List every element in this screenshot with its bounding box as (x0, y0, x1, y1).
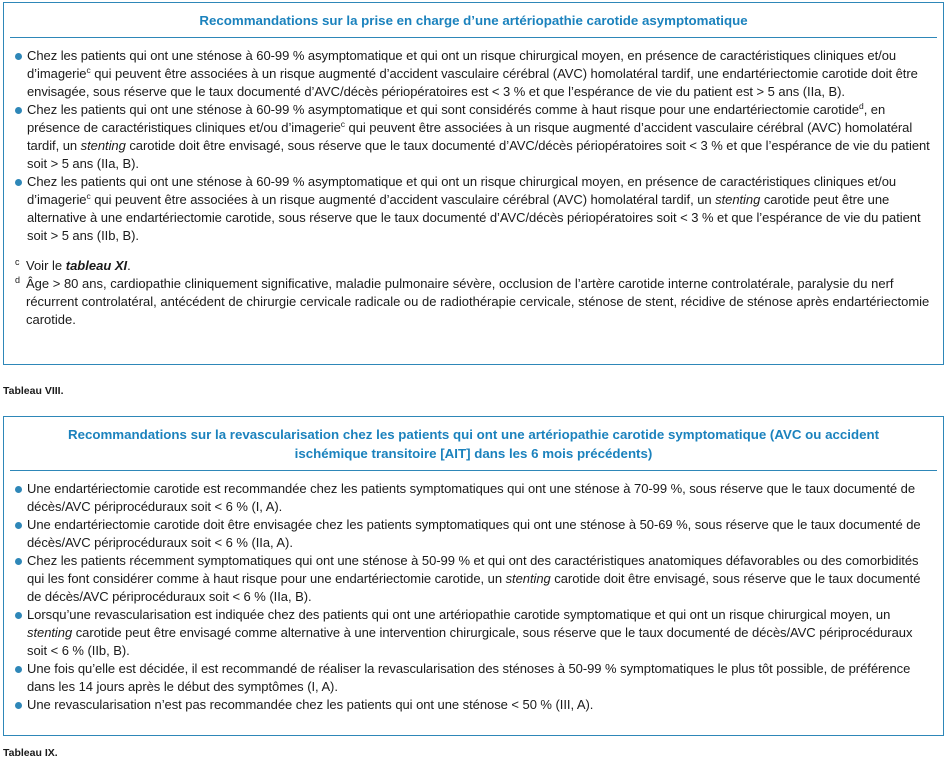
footnote-d (15, 275, 933, 329)
bullet-icon (15, 612, 22, 619)
footnotes (4, 245, 943, 329)
bullet-icon (15, 486, 22, 493)
footnote-table-ref: tableau XI (65, 258, 128, 273)
item-emphasis: stenting (505, 571, 551, 586)
footnote-ref: d (859, 101, 864, 111)
footnote-text: . (127, 258, 131, 273)
table-caption: Tableau VIII. (3, 385, 64, 397)
item-text: Lorsqu’une revascularisation est indiquée chez des patients qui ont une artériopathie carotide symptomatique et qui ont un risque chirurgical moyen, un (27, 607, 891, 622)
recommendation-list (4, 38, 943, 245)
footnote-ref: c (86, 191, 91, 201)
bullet-icon (15, 522, 22, 529)
item-text: Chez les patients qui ont une sténose à 60-99 % asymptomatique et qui sont considérés comme à haut risque pour une endartériectomie carotide (27, 102, 859, 117)
recommendation-item (15, 480, 933, 516)
item-emphasis: stenting (715, 192, 761, 207)
footnote-mark: c (15, 257, 20, 267)
box-title: Recommandations sur la prise en charge d’une artériopathie carotide asymptomatique (199, 13, 748, 28)
recommendation-item (15, 516, 933, 552)
bullet-icon (15, 558, 22, 565)
item-text: Chez les patients récemment symptomatiques qui ont une sténose à 50-99 % et qui ont des caractéristiques anatomiques défavorables ou des comorbidités qui les font considérer comme à haut risque pour une endartériectomie carotide, un (27, 553, 919, 586)
footnote-ref: c (86, 65, 91, 75)
item-text: qui peuvent être associées à un risque augmenté d’accident vasculaire cérébral (AVC) homolatéral tardif, un (90, 192, 716, 207)
item-text: Une endartériectomie carotide doit être envisagée chez les patients symptomatiques qui ont une sténose à 50-69 %, sous réserve que le taux documenté de décès/AVC périprocéduraux soit < 6 % (IIa, A). (27, 517, 921, 550)
recommendation-item (15, 173, 933, 245)
item-text: Chez les patients qui ont une sténose à 60-99 % asymptomatique et qui ont un risque chirurgical moyen, en présence de caractéristiques cliniques et/ou d’imagerie (27, 48, 897, 81)
bullet-icon (15, 666, 22, 673)
item-text: carotide peut être envisagé comme alternative à une intervention chirurgicale, sous réserve que le taux documenté de décès/AVC périprocéduraux soit < 6 % (IIb, B). (27, 625, 913, 658)
footnote-text: Âge > 80 ans, cardiopathie cliniquement significative, maladie pulmonaire sévère, occlusion de l’artère carotide interne controlatérale, paralysie du nerf récurrent controlatéral, antécédent de chirurgie cervicale radicale ou de radiothérapie cervicale, sténose de stent, récidive de sténose après endartériectomie carotide. (26, 276, 930, 327)
item-text: Une fois qu’elle est décidée, il est recommandé de réaliser la revascularisation des sténoses à 50-99 % symptomatiques le plus tôt possible, de préférence dans les 14 jours après le début des symptômes (I, A). (27, 661, 911, 694)
item-text: Une endartériectomie carotide est recommandée chez les patients symptomatiques qui ont une sténose à 70-99 %, sous réserve que le taux documenté de décès/AVC périprocéduraux soit < 6 % (I, A). (27, 481, 915, 514)
bullet-icon (15, 179, 22, 186)
footnote-c (15, 257, 933, 275)
recommendation-item (15, 660, 933, 696)
item-emphasis: stenting (27, 625, 73, 640)
box-title (4, 417, 943, 463)
item-text: , en présence de caractéristiques cliniques et/ou d’imagerie (27, 102, 886, 135)
recommendation-item (15, 696, 933, 714)
item-text: carotide doit être envisagé, sous réserve que le taux documenté de décès/AVC périprocéduraux soit < 6 % (IIa, B). (27, 571, 921, 604)
item-text: carotide peut être une alternative à une endartériectomie carotide, sous réserve que le taux documenté d’AVC/décès périopératoires soit < 3 % et que l’espérance de vie du patient soit > 5 ans (IIb, B). (27, 192, 921, 243)
recommendation-item (15, 552, 933, 606)
item-text: qui peuvent être associées à un risque augmenté d’accident vasculaire cérébral (AVC) homolatéral tardif, un (27, 120, 913, 153)
footnote-mark: d (15, 275, 21, 285)
item-text: Une revascularisation n’est pas recommandée chez les patients qui ont une sténose < 50 % (III, A). (27, 697, 594, 712)
recommendation-box-asymptomatic (3, 2, 944, 365)
footnote-text: Voir le (26, 258, 66, 273)
bullet-icon (15, 53, 22, 60)
recommendation-list (4, 471, 943, 714)
recommendation-item (15, 606, 933, 660)
box-title-line: Recommandations sur la revascularisation chez les patients qui ont une artériopathie carotide symptomatique (AVC ou accident (67, 427, 880, 442)
item-text: carotide doit être envisagé, sous réserve que le taux documenté d’AVC/décès périopératoires soit < 3 % et que l’espérance de vie du patient soit > 5 ans (IIa, B). (27, 138, 930, 171)
recommendation-item (15, 101, 933, 173)
bullet-icon (15, 107, 22, 114)
footnote-ref: c (340, 119, 345, 129)
recommendation-box-symptomatic (3, 416, 944, 736)
table-caption: Tableau IX. (3, 747, 58, 759)
bullet-icon (15, 702, 22, 709)
recommendation-item (15, 47, 933, 101)
item-text: Chez les patients qui ont une sténose à 60-99 % asymptomatique et qui ont un risque chirurgical moyen, en présence de caractéristiques cliniques et/ou d’imagerie (27, 174, 897, 207)
item-text: qui peuvent être associées à un risque augmenté d’accident vasculaire cérébral (AVC) homolatéral tardif, une endartériectomie carotide doit être envisagée, sous réserve que le taux documenté d’AVC/décès périopératoires est < 3 % et que l’espérance de vie du patient est > 5 ans (IIa, B). (27, 66, 918, 99)
item-emphasis: stenting (80, 138, 126, 153)
box-title-line: ischémique transitoire [AIT] dans les 6 mois précédents) (294, 446, 653, 461)
